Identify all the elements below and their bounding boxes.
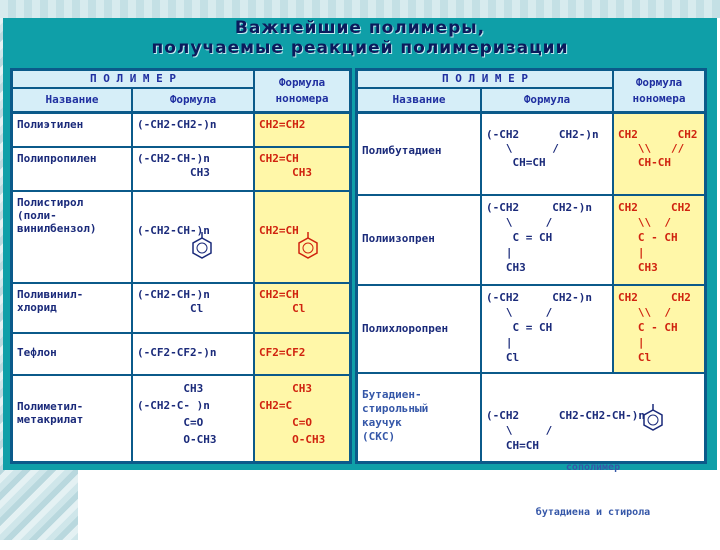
right-row-2-monomer: CH2 CH2 \\ / C - CH | CH3 (614, 196, 704, 284)
monomer-header-right: Формула нономера (614, 71, 704, 111)
right-row-4-name: Бутадиен- стирольный каучук (СКС) (358, 374, 480, 461)
left-row-3-monomer (255, 192, 349, 282)
left-row-6-name: Полиметил- метакрилат (13, 376, 131, 461)
left-row-3-monomer-text: CH2=CH (259, 224, 299, 237)
benzene-ring-icon (191, 232, 213, 260)
left-row-4-name: Поливинил- хлорид (13, 284, 131, 332)
right-row-1-monomer: CH2 CH2 \\ // CH-CH (614, 114, 704, 194)
left-row-1-monomer: CH2=CH2 (255, 114, 349, 146)
slide (3, 18, 717, 518)
right-row-3-monomer: CH2 CH2 \\ / C - CH | Cl (614, 286, 704, 372)
left-row-4-monomer: CH2=CH Cl (255, 284, 349, 332)
name-header-left: Название (13, 89, 131, 111)
left-row-4-polymer: (-CH2-CH-)n Cl (133, 284, 253, 332)
right-row-3-polymer: (-CH2 CH2-)n \ / C = CH | Cl (482, 286, 612, 372)
right-row-2-polymer: (-CH2 CH2-)n \ / C = CH | CH3 (482, 196, 612, 284)
right-row-4-formula (482, 374, 704, 518)
benzene-ring-icon (642, 404, 664, 432)
formula-header-right: Формула (482, 89, 612, 111)
top-texture (0, 0, 720, 18)
copolymer-caption-line-1: сополимер (565, 462, 621, 473)
right-row-1-name: Полибутадиен (358, 114, 480, 194)
left-row-2-polymer: (-CH2-CH-)n CH3 (133, 148, 253, 190)
left-table (10, 68, 352, 464)
polymer-header-right: П О Л И М Е Р (358, 71, 612, 87)
left-row-5-monomer: CF2=CF2 (255, 334, 349, 374)
left-row-1-name: Полиэтилен (13, 114, 131, 146)
benzene-ring-icon (297, 232, 319, 260)
right-row-3-name: Полихлоропрен (358, 286, 480, 372)
left-row-1-polymer: (-CH2-CH2-)n (133, 114, 253, 146)
title-line-2: получаемые реакцией полимеризации (151, 38, 569, 58)
copolymer-caption-line-2: бутадиена и стирола (535, 507, 651, 518)
copolymer-caption (482, 430, 704, 550)
name-header-right: Название (358, 89, 480, 111)
left-row-5-name: Тефлон (13, 334, 131, 374)
right-row-2-name: Полиизопрен (358, 196, 480, 284)
slide-title (3, 18, 717, 66)
left-row-3-name: Полистирол (поли- винилбензол) (13, 192, 131, 282)
title-line-1: Важнейшие полимеры, (234, 18, 486, 38)
polymer-header-left: П О Л И М Е Р (13, 71, 253, 87)
left-row-5-polymer: (-CF2-CF2-)n (133, 334, 253, 374)
right-row-1-polymer: (-CH2 CH2-)n \ / CH=CH (482, 114, 612, 194)
left-row-6-polymer: CH3 (-CH2-C- )n C=O O-CH3 (133, 376, 253, 461)
right-row-4-polymer-text: (-CH2 CH2-CH2-CH-)n \ / CH=CH (486, 409, 645, 452)
right-table (355, 68, 707, 518)
left-row-3-polymer (133, 192, 253, 282)
left-row-2-monomer: CH2=CH CH3 (255, 148, 349, 190)
monomer-header-left: Формула нономера (255, 71, 349, 111)
left-row-6-monomer: CH3 CH2=C C=O O-CH3 (255, 376, 349, 461)
formula-header-left: Формула (133, 89, 253, 111)
left-row-3-polymer-text: (-CH2-CH-)n (137, 224, 210, 237)
left-row-2-name: Полипропилен (13, 148, 131, 190)
